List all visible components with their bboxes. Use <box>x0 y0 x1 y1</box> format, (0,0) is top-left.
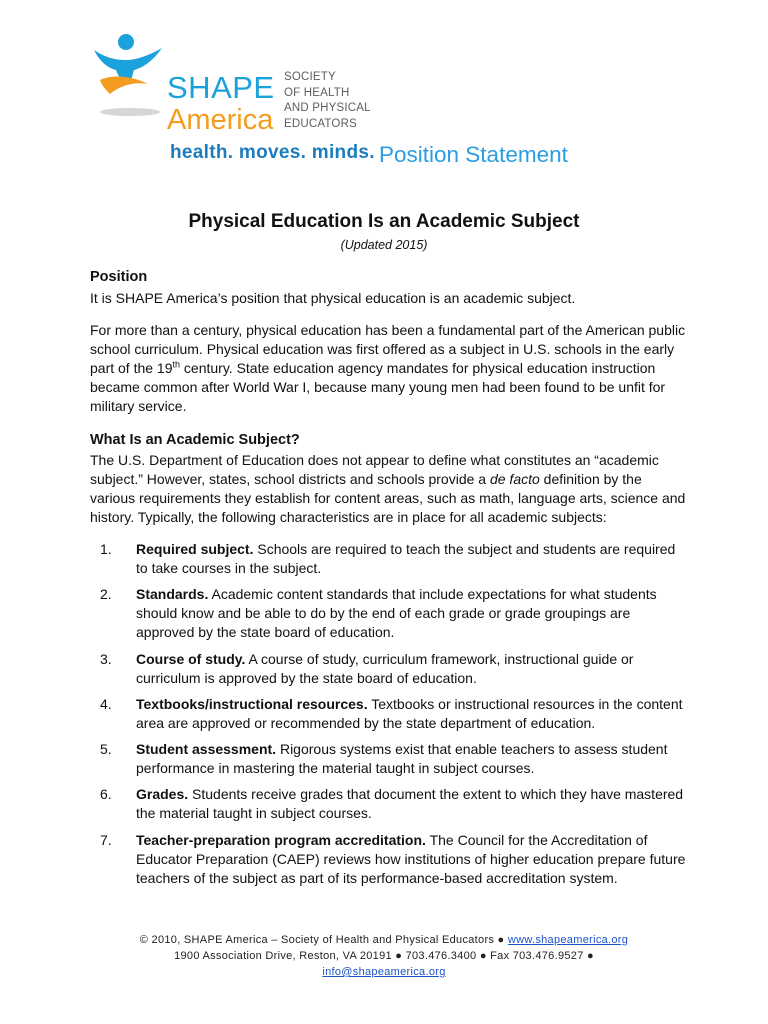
item-term: Course of study. <box>136 650 246 667</box>
item-term: Standards. <box>136 586 209 603</box>
item-text: Students receive grades that document the extent to which they have mastered the material taught in subject courses. <box>136 786 684 822</box>
copyright-text: © 2010, SHAPE America – Society of Health and Physical Educators ● <box>139 934 508 946</box>
item-number: 6. <box>100 786 112 803</box>
intro-text-b: definition by the various requirements they establish for content areas, such as math, language arts, science and history. Typically, the following characteristics are in place for all academic subjects: <box>90 471 686 525</box>
item-body <box>136 831 690 888</box>
position-text: It is SHAPE America’s position that physical education is an academic subject. <box>90 290 576 306</box>
address-line: 1900 Association Drive, Reston, VA 20191 ● 703.476.3400 ● Fax 703.476.9527 ● <box>174 950 594 962</box>
item-text: Textbooks or instructional resources in the content area are approved or recommended by the state department of education. <box>136 695 683 731</box>
history-text-b: century. State education agency mandates for physical education instruction became common after World War I, because many young men had been found to be unfit for military service. <box>90 360 666 414</box>
logo-shape-text: SHAPE <box>167 70 275 105</box>
item-number: 3. <box>100 650 112 667</box>
list-item <box>100 740 690 778</box>
item-text: Academic content standards that include expectations for what students should know and be able to do by the end of each grade or grade groupings are approved by the state board of education. <box>136 586 657 641</box>
item-number: 7. <box>100 831 112 848</box>
item-term: Teacher-preparation program accreditation. <box>136 831 426 848</box>
history-paragraph <box>90 321 690 416</box>
intro-emphasis: de facto <box>489 471 540 487</box>
academic-intro <box>90 451 690 527</box>
item-text: Rigorous systems exist that enable teachers to assess student performance in mastering the material taught in subject courses. <box>136 741 668 777</box>
tagline: health. moves. minds. <box>170 142 375 163</box>
characteristics-list <box>100 540 690 895</box>
list-item <box>100 585 690 642</box>
item-term: Grades. <box>136 786 189 803</box>
section-label: Position Statement <box>379 142 568 167</box>
item-number: 2. <box>100 586 112 603</box>
list-item <box>100 540 690 578</box>
item-term: Student assessment. <box>136 741 277 758</box>
item-text: The Council for the Accreditation of Educator Preparation (CAEP) reviews how institutions of higher education prepare future teachers of the subject as part of its performance-based accreditation system. <box>136 831 686 886</box>
item-text: A course of study, curriculum framework, instructional guide or curriculum is approved by the state board of education. <box>136 650 634 686</box>
logo-society-text <box>284 70 371 132</box>
item-number: 1. <box>100 541 112 557</box>
history-text-a: For more than a century, physical education has been a fundamental part of the American public school curriculum. Physical education was first offered as a subject in U.S. schools in the early part of the 19 <box>90 322 686 376</box>
item-body <box>136 540 690 578</box>
list-item <box>100 650 690 688</box>
item-term: Required subject. <box>136 541 254 557</box>
item-body <box>136 585 690 642</box>
society-line: EDUCATORS <box>284 117 357 130</box>
society-line: OF HEALTH <box>284 86 350 99</box>
logo-america-text: America <box>167 104 274 136</box>
footer-line-3 <box>0 964 768 980</box>
item-body <box>136 650 690 688</box>
position-heading: Position <box>90 269 148 285</box>
updated-date: (Updated 2015) <box>340 238 428 252</box>
item-body <box>136 740 690 778</box>
item-number: 5. <box>100 741 112 758</box>
item-text: Schools are required to teach the subject and students are required to take courses in the subject. <box>136 541 676 576</box>
website-link[interactable]: www.shapeamerica.org <box>507 934 629 946</box>
footer-line-1 <box>0 932 768 948</box>
person-figure-icon <box>92 32 164 120</box>
list-item <box>100 831 690 888</box>
item-term: Textbooks/instructional resources. <box>136 695 368 712</box>
list-item <box>100 785 690 823</box>
society-line: AND PHYSICAL <box>284 102 371 114</box>
list-item <box>100 695 690 733</box>
page-title: Physical Education Is an Academic Subject <box>188 211 580 232</box>
history-superscript: th <box>172 359 181 370</box>
email-link[interactable]: info@shapeamerica.org <box>322 966 446 978</box>
intro-text-a: The U.S. Department of Education does not appear to define what constitutes an “academic subject.” However, states, school districts and schools provide a <box>90 452 659 487</box>
society-line: SOCIETY <box>284 71 336 83</box>
item-number: 4. <box>100 695 112 712</box>
item-body <box>136 785 690 823</box>
academic-heading: What Is an Academic Subject? <box>90 432 300 448</box>
item-body <box>136 695 690 733</box>
page-footer <box>0 932 768 980</box>
shape-america-logo <box>92 30 392 163</box>
